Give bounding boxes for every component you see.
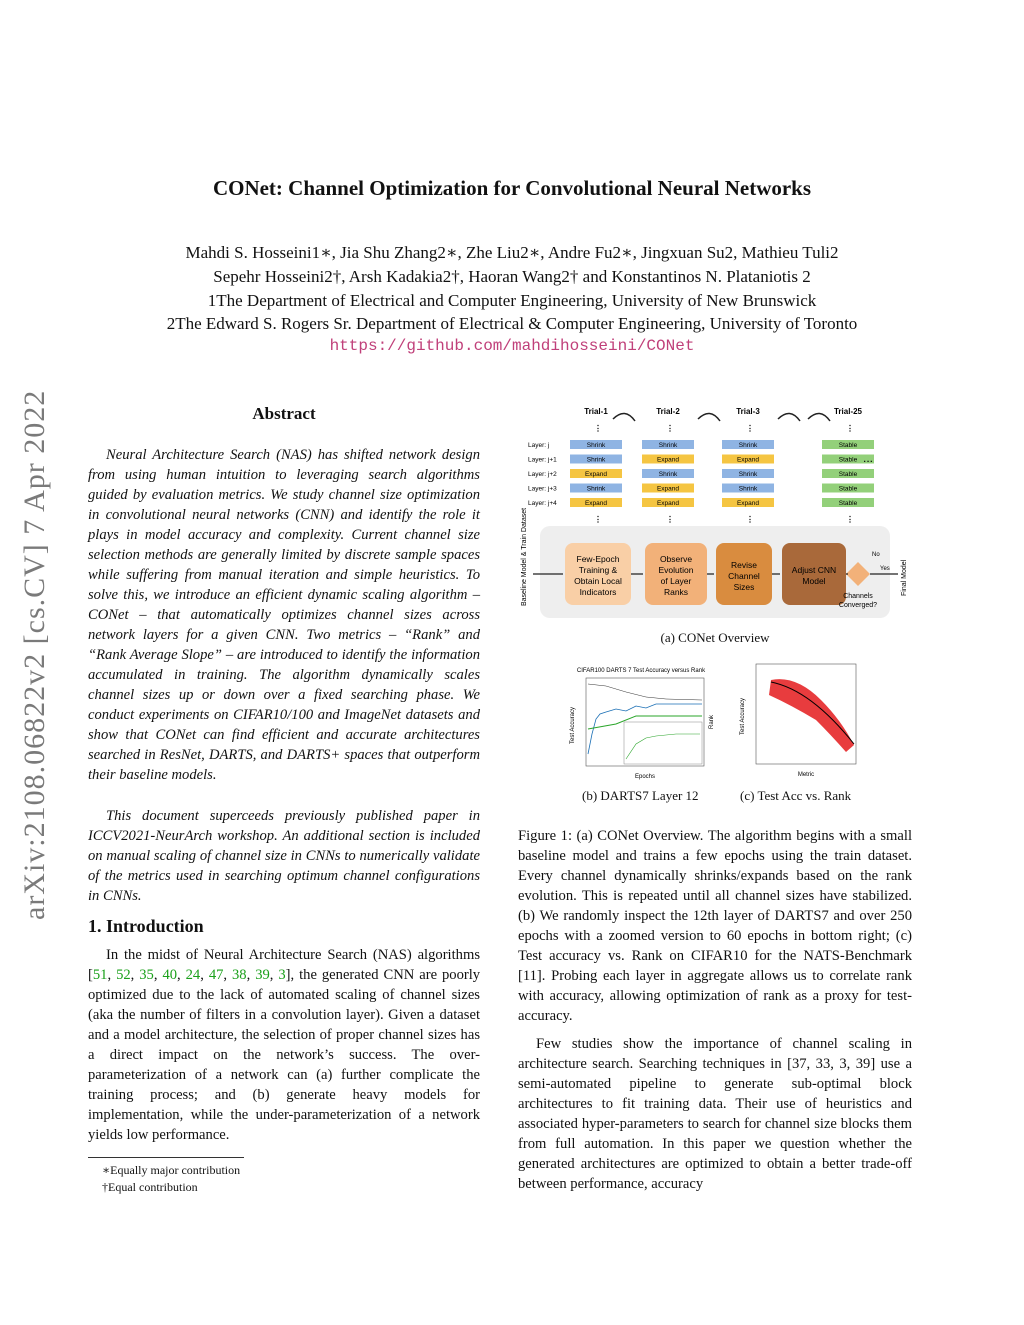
figure-caption: Figure 1: (a) CONet Overview. The algorithm begins with a small baseline model and trains a few epochs using the train dataset. Every channel dynamically shrinks/expands based on the rank evolution. This is repeated until all channel sizes have stabilized. (b) We randomly inspect the 12th layer of DARTS7 and over 250 epochs with a zoomed version to 60 epochs in bottom right; (c) Test accuracy vs. Rank on CIFAR10 for the NATS-Benchmark [11]. Probing each layer in aggregate allows us to correlate rank with accuracy, allowing optimization of rank as a proxy for test-accuracy. [518,828,912,1024]
vdots-icon: ⋮ [746,424,754,433]
github-link[interactable]: https://github.com/mahdihosseini/CONet [329,337,695,355]
vdots-icon: ⋮ [594,515,602,524]
plot-b-ylabel: Test Accuracy [570,706,576,744]
svg-text:Training &: Training & [578,565,618,575]
footnote-1: ∗Equally major contribution [102,1163,241,1177]
step-3-label: Revise [731,560,757,570]
citation-link[interactable]: 38 [232,967,247,983]
caption-c: (c) Test Acc vs. Rank [740,788,852,803]
channel-pill-label: Shrink [658,471,678,478]
svg-text:Evolution: Evolution [658,565,694,575]
channel-pill-label: Expand [656,456,680,464]
arrow-icon [778,413,800,421]
citation-link[interactable]: 40 [162,967,178,983]
channel-pill-label: Expand [736,456,760,464]
channel-pill-label: Shrink [738,442,758,449]
arxiv-stamp: arXiv:2108.06822v2 [cs.CV] 7 Apr 2022 [18,389,51,920]
layer-label: Layer: j+2 [528,471,557,478]
baseline-label: Baseline Model & Train Dataset [521,507,528,606]
vdots-icon: ⋮ [666,424,674,433]
svg-text:of Layer: of Layer [660,576,692,586]
caption-a: (a) CONet Overview [660,630,770,645]
right-column-text: Few studies show the importance of channel scaling in architecture search. Searching techniques in [37, 33, 3, 39] use a semi-automated pipeline to generate sub-optimal block architectures to fit training data. Their use of heuristics and associated hyper-parameters to search for channel size blocks them from full automation. In this paper we question whether the generated architectures are optimized to obtain a better trade-off between performance, accuracy [518,1036,912,1192]
plot-b-y2label: Rank [709,714,715,729]
abstract-note: This document superceeds previously published paper in ICCV2021-NeurArch workshop. An additional section is included on manual scaling of channel size in CNNs to numerically validate of the metrics used in searching optimum channel configurations in CNNs. [88,808,480,904]
decision-label: Channels [843,593,873,600]
footnote-2: †Equal contribution [102,1180,198,1194]
plot-darts7 [566,664,716,784]
channel-pill-label: Stable [838,500,858,507]
authors-line-2: Sepehr Hosseini2†, Arsh Kadakia2†, Haoran Wang2† and Konstantinos N. Plataniotis 2 [213,267,811,286]
caption-b: (b) DARTS7 Layer 12 [582,788,699,803]
step-4-label: Adjust CNN [791,565,837,575]
arrow-icon [613,413,635,421]
intro-text: In the midst of Neural Architecture Search (NAS) algorithms [51, 52, 35, 40, 24, 47, 38, 39, 3], the generated CNN are poorly optimized due to the lack of automated scaling of channel sizes (aka the number of filters in a convolution layer). Given a dataset and a model architecture, the selection of proper channel sizes has a direct impact on the network’s success. The over-parameterization of a network can (a) further complicate the training process; and (b) generate heavy models for implementation, while the under-parameterization of a network yields low performance. [88,947,481,1143]
plot-b-title: CIFAR100 DARTS 7 Test Accuracy versus Rank [576,668,706,674]
plot-c-scatter [769,679,854,752]
citation-link[interactable]: 52 [116,967,131,983]
plot-test-acc-vs-rank [736,660,860,780]
affiliation-1: 1The Department of Electrical and Computer Engineering, University of New Brunswick [207,291,817,310]
plot-c-xlabel: Metric [797,772,815,778]
vdots-icon: ⋮ [666,515,674,524]
arrow-icon [698,413,720,421]
citation-link[interactable]: 3 [278,967,286,983]
affiliation-2: 2The Edward S. Rogers Sr. Department of Electrical & Computer Engineering, University of Toronto [166,314,858,333]
step-2-label: Observe [659,554,693,564]
trial-name: Trial-2 [656,407,680,416]
channel-pill-label: Shrink [586,442,606,449]
figure-conet-overview [518,404,912,624]
channel-pill-label: Stable [838,485,858,493]
plot-b-inset [624,722,702,764]
channel-pill-label: Expand [656,485,680,493]
no-label: No [872,552,880,558]
yes-label: Yes [880,566,890,572]
vdots-icon: ⋮ [846,424,854,433]
svg-text:Ranks: Ranks [663,587,689,597]
citation-link[interactable]: 24 [185,967,201,983]
plot-c-ylabel: Test Accuracy [740,697,746,735]
channel-pill-label: Expand [656,500,680,507]
channel-pill-label: Shrink [586,485,606,493]
channel-pill-label: Expand [584,471,608,478]
citation-link[interactable]: 51 [92,967,108,983]
layer-label: Layer: j+3 [528,485,557,493]
channel-pill-label: Stable [838,456,858,464]
authors-line-1: Mahdi S. Hosseini1∗, Jia Shu Zhang2∗, Zhe Liu2∗, Andre Fu2∗, Jingxuan Su2, Mathieu Tuli2 [185,243,839,262]
channel-pill-label: Shrink [738,485,758,493]
abstract-heading: Abstract [252,404,316,423]
svg-text:Indicators: Indicators [579,587,617,597]
paper-title: CONet: Channel Optimization for Convolutional Neural Networks [212,176,812,200]
trial-name: Trial-3 [736,407,760,416]
channel-pill-label: Expand [736,500,760,507]
channel-pill-label: Stable [838,471,858,478]
abstract-text: Neural Architecture Search (NAS) has shifted network design from using human intuition to leveraging search algorithms guided by evaluation metrics. We study channel size optimization in convolutional neural networks (CNN) and identify the role it plays in model accuracy and complexity. Current channel size selection methods are generally limited by discrete sample spaces while suffering from manual iteration and simple heuristics. To solve this, we introduce an efficient dynamic scaling algorithm – CONet – that automatically optimizes channel sizes across network layers for a given CNN. Two metrics – “Rank” and “Rank Average Slope” – are introduced to identify the information accumulated in training. The algorithm dynamically scales channel sizes up or down over a fixed searching phase. We conduct experiments on CIFAR10/100 and ImageNet datasets and show that CONet can find efficient and accurate architectures searched in ResNet, DARTS, and DARTS+ spaces that outperform their baseline models. [88,447,480,783]
layer-label: Layer: j+4 [528,500,557,507]
svg-text:Converged?: Converged? [838,602,878,609]
plot-b-xlabel: Epochs [634,774,656,780]
svg-text:Channel: Channel [728,571,760,581]
citation-list[interactable]: 51, 52, 35, 40, 24, 47, 38, 39, 3 [92,967,286,983]
citation-link[interactable]: 35 [139,967,154,983]
channel-pill-label: Stable [838,442,858,449]
final-label: Final Model [901,559,908,596]
layer-label: Layer: j [528,442,550,449]
intro-heading: 1. Introduction [88,916,204,936]
plot-b-rank-line [588,684,702,700]
step-1-label: Few-Epoch [576,554,620,564]
channel-pill-label: Shrink [738,471,758,478]
arrow-icon [808,413,830,421]
channel-pill-label: Shrink [586,456,606,464]
layer-label: Layer: j+1 [528,456,557,464]
trial-name: Trial-1 [584,407,608,416]
citation-link[interactable]: 39 [255,967,270,983]
footnote-rule [88,1157,244,1158]
vdots-icon: ⋮ [594,424,602,433]
trial-name: Trial-25 [833,407,863,416]
channel-pill-label: Shrink [658,442,678,449]
svg-text:Sizes: Sizes [733,582,755,592]
ellipsis: ... [863,451,874,465]
channel-pill-label: Expand [584,500,608,507]
svg-text:Obtain Local: Obtain Local [574,576,622,586]
svg-text:Model: Model [802,576,826,586]
vdots-icon: ⋮ [746,515,754,524]
citation-link[interactable]: 47 [208,967,224,983]
vdots-icon: ⋮ [846,515,854,524]
